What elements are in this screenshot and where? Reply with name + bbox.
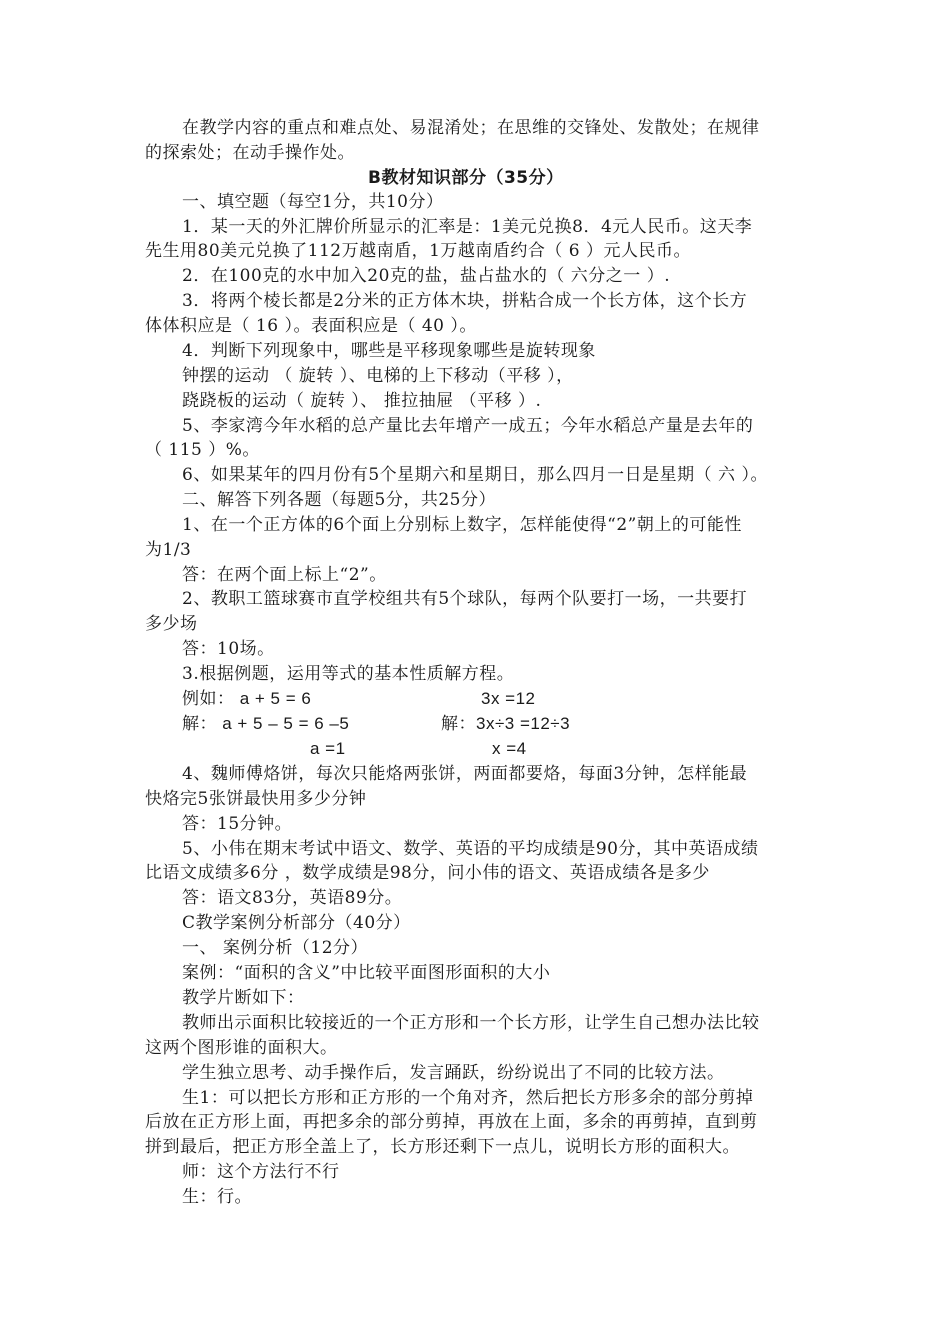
text-line: 案例：“面积的含义”中比较平面图形面积的大小 [182,963,551,983]
text-line: 答：在两个面上标上“2”。 [182,565,387,585]
text-line: 拼到最后，把正方形全盖上了，长方形还剩下一点儿，说明长方形的面积大。 [145,1137,740,1157]
text-line: 2．在100克的水中加入20克的盐，盐占盐水的（ 六分之一 ）. [182,266,671,286]
text-line: 师：这个方法行不行 [182,1162,340,1182]
section-heading: B教材知识部分（35分） [368,168,564,188]
text-line: 跷跷板的运动（ 旋转 ）、 推拉抽屉 （平移 ）. [182,391,542,411]
text-line: 生：行。 [182,1187,252,1207]
equation-line: 解：3x÷3 =12÷3 [441,714,571,733]
text-line: 后放在正方形上面，再把多余的部分剪掉，再放在上面，多余的再剪掉，直到剪 [145,1112,758,1132]
text-line: 4、魏师傅烙饼，每次只能烙两张饼，两面都要烙，每面3分钟，怎样能最 [182,764,748,784]
text-line: 二、解答下列各题（每题5分，共25分） [182,490,496,510]
text-line: 先生用80美元兑换了112万越南盾，1万越南盾约合（ 6 ）元人民币。 [145,241,692,261]
text-line: 1．某一天的外汇牌价所显示的汇率是：1美元兑换8．4元人民币。这天李 [182,217,753,237]
text-line: C教学案例分析部分（40分） [182,913,411,933]
text-line: 这两个图形谁的面积大。 [145,1038,338,1058]
text-line: 为1/3 [145,540,192,560]
text-line: 学生独立思考、动手操作后，发言踊跃，纷纷说出了不同的比较方法。 [182,1063,725,1083]
text-line: 4．判断下列现象中，哪些是平移现象哪些是旋转现象 [182,341,596,361]
text-line: 的探索处；在动手操作处。 [145,143,355,163]
equation-line: 例如： a + 5 = 6 [182,689,312,708]
text-line: 体体积应是（ 16 ）。表面积应是（ 40 ）。 [145,316,477,336]
text-line: 3.根据例题，运用等式的基本性质解方程。 [182,664,515,684]
equation-line: 解： a + 5 – 5 = 6 –5 [182,714,350,733]
text-line: 6、如果某年的四月份有5个星期六和星期日，那么四月一日是星期（ 六 ）。 [182,465,768,485]
equation-line: x =4 [492,739,527,758]
text-line: 1、在一个正方体的6个面上分别标上数字，怎样能使得“2”朝上的可能性 [182,515,742,535]
equation-line: 3x =12 [481,689,536,708]
text-line: 多少场 [145,614,198,634]
text-line: 生1：可以把长方形和正方形的一个角对齐，然后把长方形多余的部分剪掉 [182,1088,754,1108]
text-line: 3．将两个棱长都是2分米的正方体木块，拼粘合成一个长方体，这个长方 [182,291,748,311]
text-line: 答：10场。 [182,639,275,659]
text-line: 一、填空题（每空1分，共10分） [182,192,444,212]
text-line: 一、 案例分析（12分） [182,938,369,958]
text-line: 答：语文83分，英语89分。 [182,888,403,908]
text-line: 教学片断如下： [182,988,305,1008]
text-line: 钟摆的运动 （ 旋转 ）、电梯的上下移动（平移 ）， [182,366,574,386]
text-line: 在教学内容的重点和难点处、易混淆处；在思维的交锋处、发散处；在规律 [182,118,760,138]
text-line: （ 115 ）%。 [145,440,260,460]
text-line: 快烙完5张饼最快用多少分钟 [145,789,367,809]
text-line: 比语文成绩多6分 ，数学成绩是98分，问小伟的语文、英语成绩各是多少 [145,863,710,883]
text-line: 答：15分钟。 [182,814,293,834]
text-line: 2、教职工篮球赛市直学校组共有5个球队，每两个队要打一场，一共要打 [182,589,748,609]
text-line: 教师出示面积比较接近的一个正方形和一个长方形，让学生自己想办法比较 [182,1013,760,1033]
equation-line: a =1 [310,739,346,758]
text-line: 5、李家湾今年水稻的总产量比去年增产一成五；今年水稻总产量是去年的 [182,416,754,436]
text-line: 5、小伟在期末考试中语文、数学、英语的平均成绩是90分，其中英语成绩 [182,839,759,859]
